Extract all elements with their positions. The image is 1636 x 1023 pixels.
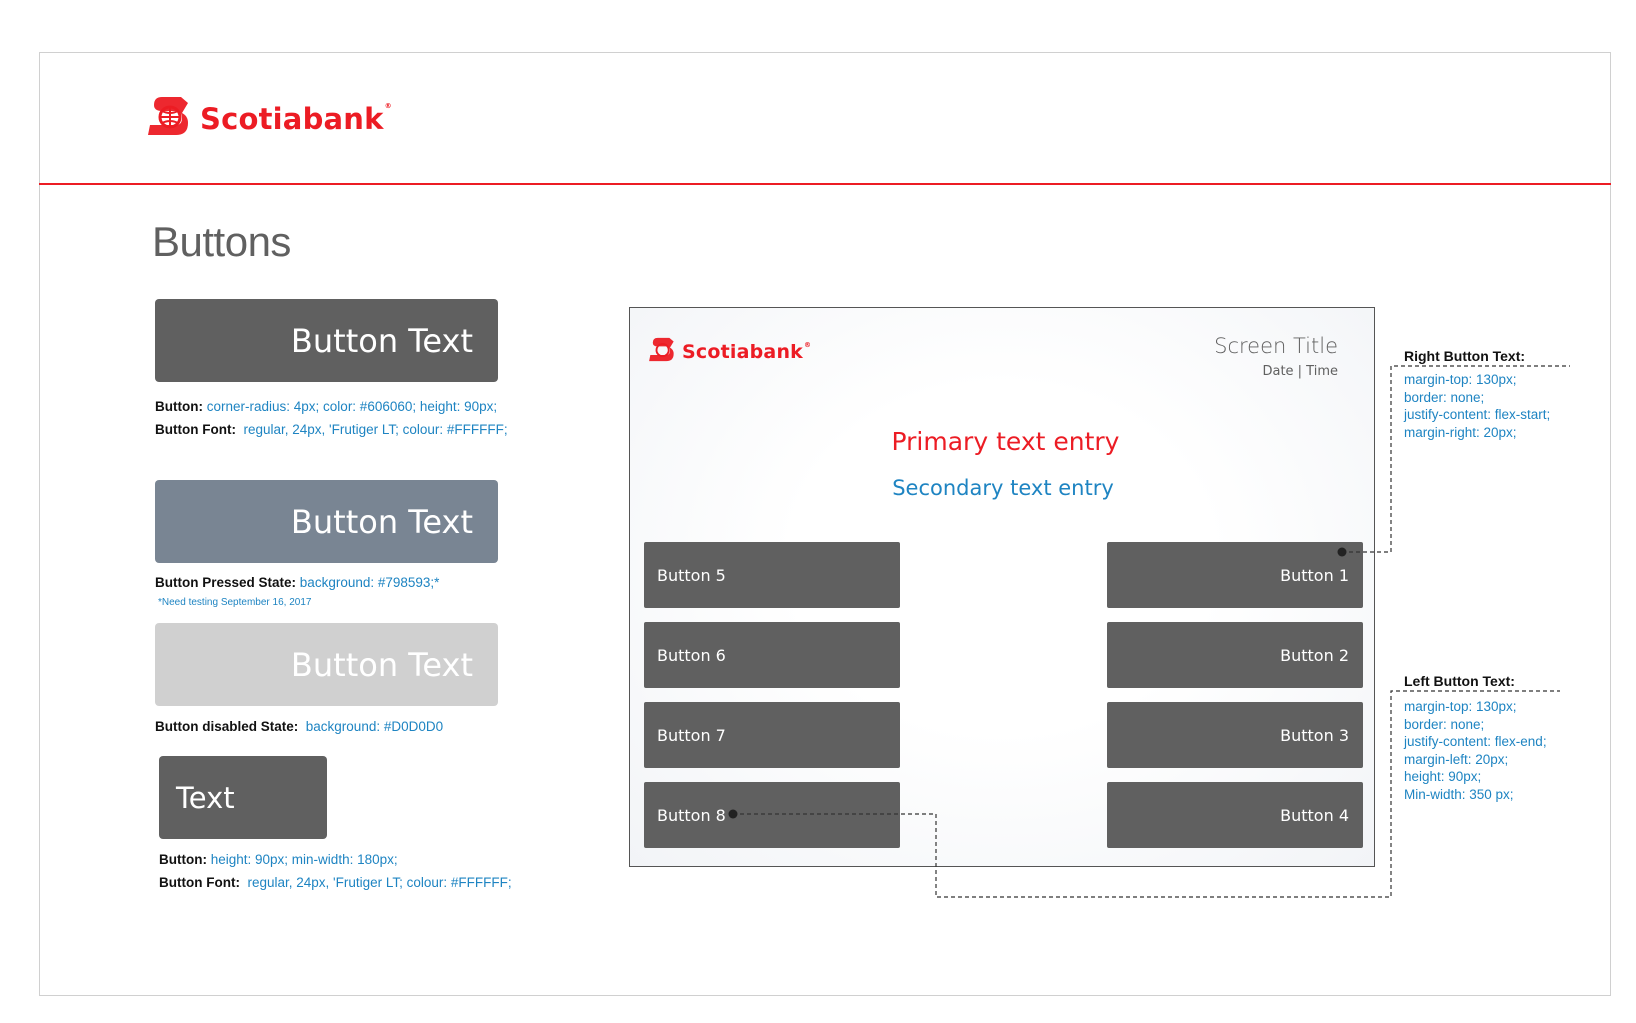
button-label: Text	[176, 780, 235, 815]
button-label: Button 5	[657, 565, 726, 585]
annotation-line: height: 90px;	[1404, 769, 1482, 784]
button-font-spec-line: Button Font: regular, 24px, 'Frutiger LT; colour: #FFFFFF;	[155, 422, 508, 437]
button-label: Button 2	[1280, 645, 1349, 665]
button-label: Button Text	[290, 502, 473, 541]
mock-button-8[interactable]	[644, 782, 900, 848]
left-button-annotation-title: Left Button Text:	[1404, 673, 1515, 689]
small-button-font-spec-line: Button Font: regular, 24px, 'Frutiger LT; colour: #FFFFFF;	[159, 875, 512, 890]
primary-text-entry: Primary text entry	[891, 427, 1120, 456]
small-button-sample[interactable]	[159, 756, 327, 839]
annotation-line: margin-top: 130px;	[1404, 372, 1517, 387]
button-label: Button 6	[657, 645, 726, 665]
left-button-annotation	[1404, 698, 1547, 803]
button-label: Button 7	[657, 725, 726, 745]
button-label: Button 8	[657, 805, 726, 825]
button-label: Button Text	[290, 645, 473, 684]
button-label: Button 3	[1280, 725, 1349, 745]
annotation-line: justify-content: flex-start;	[1404, 407, 1551, 422]
right-button-annotation	[1404, 371, 1550, 441]
annotation-line: margin-right: 20px;	[1404, 424, 1517, 440]
button-spec-line: Button: corner-radius: 4px; color: #606060; height: 90px;	[155, 399, 498, 414]
pressed-button-sample[interactable]	[155, 480, 498, 563]
button-label: Button 4	[1280, 805, 1349, 825]
mock-button-6[interactable]	[644, 622, 900, 688]
annotation-line: border: none;	[1404, 716, 1485, 732]
mock-button-3[interactable]	[1107, 702, 1363, 768]
secondary-text-entry: Secondary text entry	[892, 476, 1114, 500]
header-divider	[39, 183, 1611, 185]
disabled-button-sample	[155, 623, 498, 706]
page-title: Buttons	[152, 218, 291, 265]
small-button-spec-line: Button: height: 90px; min-width: 180px;	[159, 852, 398, 867]
screen-mockup	[629, 307, 1375, 867]
mock-button-7[interactable]	[644, 702, 900, 768]
scotiabank-logo	[649, 336, 811, 368]
right-button-annotation-title: Right Button Text:	[1404, 348, 1526, 364]
annotation-line: border: none;	[1404, 389, 1485, 405]
scotiabank-s-globe-icon	[649, 336, 675, 368]
annotation-line: margin-top: 130px;	[1404, 699, 1517, 714]
brand-name: Scotiabank®	[200, 101, 392, 136]
annotation-line: Min-width: 350 px;	[1404, 786, 1514, 802]
button-label: Button 1	[1280, 565, 1349, 585]
scotiabank-s-globe-icon	[148, 94, 190, 143]
brand-name: Scotiabank®	[682, 341, 812, 363]
pressed-spec-line: Button Pressed State: background: #798593;*	[155, 575, 440, 590]
disabled-spec-line: Button disabled State: background: #D0D0D0	[155, 719, 444, 734]
mock-button-5[interactable]	[644, 542, 900, 608]
default-button-sample[interactable]	[155, 299, 498, 382]
testing-note: *Need testing September 16, 2017	[158, 597, 312, 608]
date-time: Date | Time	[1262, 364, 1338, 379]
annotation-line: justify-content: flex-end;	[1404, 734, 1547, 749]
scotiabank-logo	[148, 94, 392, 143]
mock-button-1[interactable]	[1107, 542, 1363, 608]
mock-button-2[interactable]	[1107, 622, 1363, 688]
mock-button-4[interactable]	[1107, 782, 1363, 848]
screen-title: Screen Title	[1214, 334, 1338, 358]
annotation-line: margin-left: 20px;	[1404, 751, 1509, 767]
button-label: Button Text	[290, 321, 473, 360]
